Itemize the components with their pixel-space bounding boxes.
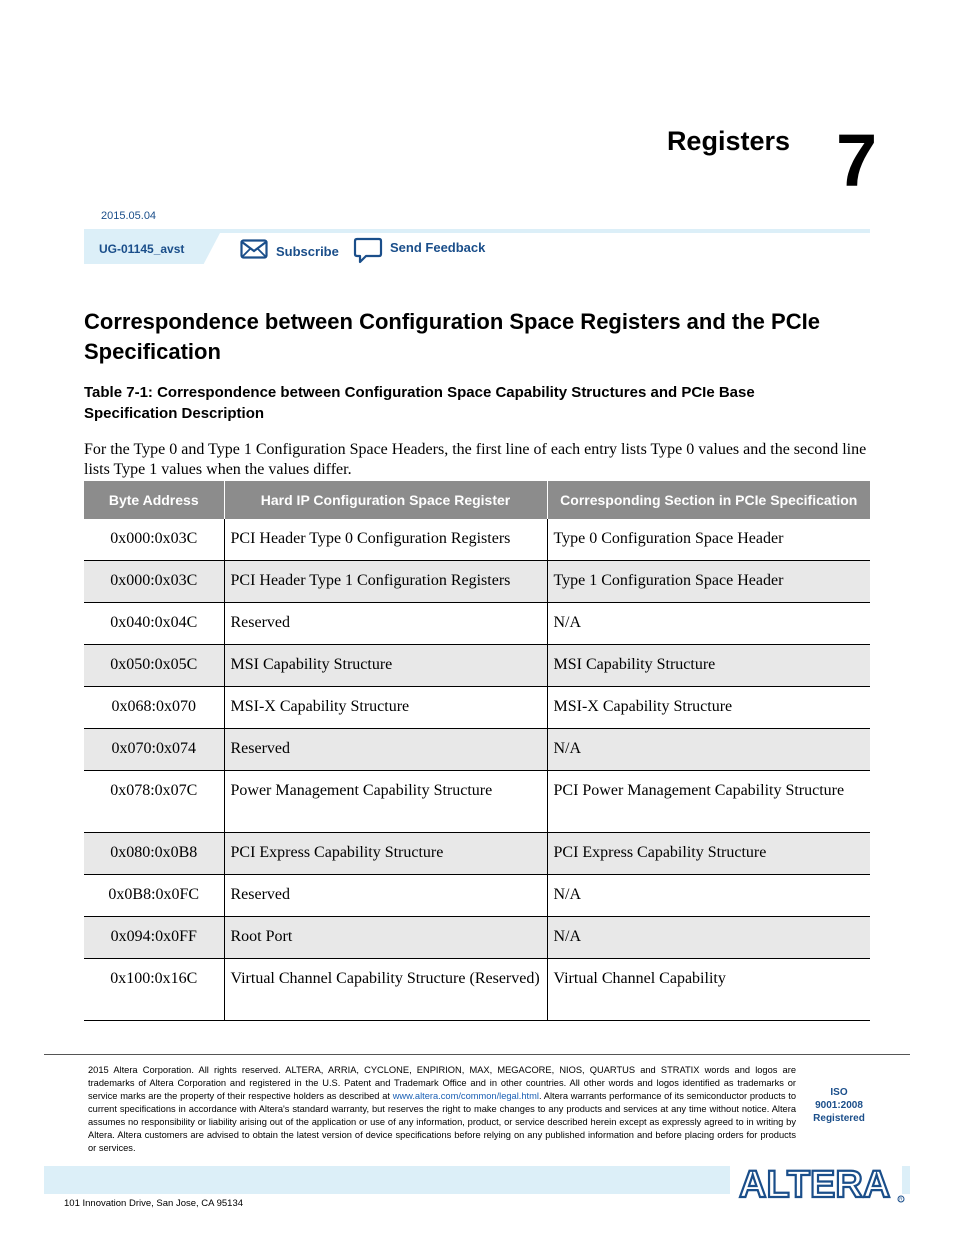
chapter-title: Registers [666, 126, 790, 156]
logo-text: ALTERA [739, 1164, 891, 1205]
mail-icon[interactable] [240, 239, 268, 259]
register-cell: MSI-X Capability Structure [224, 687, 547, 729]
spec-section-cell: N/A [547, 603, 870, 645]
table-row [84, 729, 870, 771]
spec-section-cell: MSI-X Capability Structure [547, 687, 870, 729]
register-cell: MSI Capability Structure [224, 645, 547, 687]
spec-section-cell: N/A [547, 875, 870, 917]
register-cell: Virtual Channel Capability Structure (Reserved) [224, 959, 547, 1021]
table-row [84, 561, 870, 603]
svg-text:R: R [899, 1196, 903, 1202]
register-table [84, 481, 870, 1021]
byte-address-cell: 0x000:0x03C [84, 561, 224, 603]
column-header: Hard IP Configuration Space Register [224, 481, 547, 519]
legal-link[interactable]: www.altera.com/common/legal.html [392, 1091, 539, 1101]
table-row [84, 519, 870, 561]
chapter-number: 7 [836, 119, 878, 202]
table-row [84, 917, 870, 959]
spec-section-cell: N/A [547, 917, 870, 959]
byte-address-cell: 0x040:0x04C [84, 603, 224, 645]
byte-address-cell: 0x0B8:0x0FC [84, 875, 224, 917]
table-row [84, 645, 870, 687]
subscribe-link[interactable]: Subscribe [276, 244, 339, 259]
address: 101 Innovation Drive, San Jose, CA 95134 [64, 1198, 244, 1209]
spec-section-cell: Virtual Channel Capability [547, 959, 870, 1021]
byte-address-cell: 0x000:0x03C [84, 519, 224, 561]
column-header: Byte Address [84, 481, 224, 519]
byte-address-cell: 0x094:0x0FF [84, 917, 224, 959]
byte-address-cell: 0x070:0x074 [84, 729, 224, 771]
column-header: Corresponding Section in PCIe Specification [547, 481, 870, 519]
legal-notice [88, 1064, 796, 1155]
spec-section-cell: PCI Power Management Capability Structure [547, 771, 870, 833]
table-row [84, 687, 870, 729]
legal-text: . Altera warrants performance of its semiconductor products to current specifications in accordance with Altera's standard warranty, but reserves the right to make changes to any products and services at any time without notice. Altera assumes no responsibility or liability arising out of the application or use of any information, product, or service described herein except as expressly agreed to in writing by Altera. Altera customers are advised to obtain the latest version of device specifications before relying on any published information and before placing orders for products or services. [88, 1091, 796, 1153]
header-rule [84, 229, 870, 233]
register-cell: Reserved [224, 875, 547, 917]
register-cell: Reserved [224, 603, 547, 645]
altera-logo [737, 1163, 905, 1205]
doc-id: UG-01145_avst [99, 242, 185, 256]
spec-section-cell: MSI Capability Structure [547, 645, 870, 687]
byte-address-cell: 0x100:0x16C [84, 959, 224, 1021]
doc-date: 2015.05.04 [101, 210, 157, 222]
iso-standard: 9001:2008 [815, 1100, 863, 1111]
register-cell: Root Port [224, 917, 547, 959]
legal-text: 2015 Altera Corporation. All rights reserved. ALTERA, ARRIA, CYCLONE, ENPIRION, MAX, MEGACORE, NIOS, QUARTUS and STRATIX words and logos are trademarks of Altera Corporation and registered in the U.S. Patent and Trademark Office and in other countries. All other words and logos identified as trademarks or service marks are the property of their respective holders as described at [88, 1065, 796, 1101]
byte-address-cell: 0x068:0x070 [84, 687, 224, 729]
byte-address-cell: 0x078:0x07C [84, 771, 224, 833]
spec-section-cell: Type 1 Configuration Space Header [547, 561, 870, 603]
register-cell: PCI Header Type 1 Configuration Registers [224, 561, 547, 603]
register-cell: Power Management Capability Structure [224, 771, 547, 833]
spec-section-cell: Type 0 Configuration Space Header [547, 519, 870, 561]
send-feedback-link[interactable]: Send Feedback [390, 240, 486, 255]
chat-bubble-icon[interactable] [353, 237, 383, 265]
table-row [84, 771, 870, 833]
table-header-row [84, 481, 870, 519]
iso-label: ISO [830, 1087, 848, 1098]
byte-address-cell: 0x050:0x05C [84, 645, 224, 687]
table-row [84, 875, 870, 917]
spec-section-cell: N/A [547, 729, 870, 771]
register-cell: PCI Header Type 0 Configuration Registers [224, 519, 547, 561]
spec-section-cell: PCI Express Capability Structure [547, 833, 870, 875]
section-heading: Correspondence between Configuration Space Registers and the PCIe Specification [84, 309, 820, 364]
register-cell: Reserved [224, 729, 547, 771]
iso-badge [806, 1086, 872, 1125]
table-row [84, 603, 870, 645]
footer-rule [44, 1054, 910, 1055]
byte-address-cell: 0x080:0x0B8 [84, 833, 224, 875]
table-row [84, 959, 870, 1021]
table-caption: Table 7-1: Correspondence between Configuration Space Capability Structures and PCIe Base Specification Description [84, 384, 755, 422]
table-row [84, 833, 870, 875]
intro-paragraph: For the Type 0 and Type 1 Configuration Space Headers, the first line of each entry lists Type 0 values and the second line lists Type 1 values when the values differ. [84, 441, 867, 478]
register-cell: PCI Express Capability Structure [224, 833, 547, 875]
iso-registered: Registered [813, 1113, 865, 1124]
